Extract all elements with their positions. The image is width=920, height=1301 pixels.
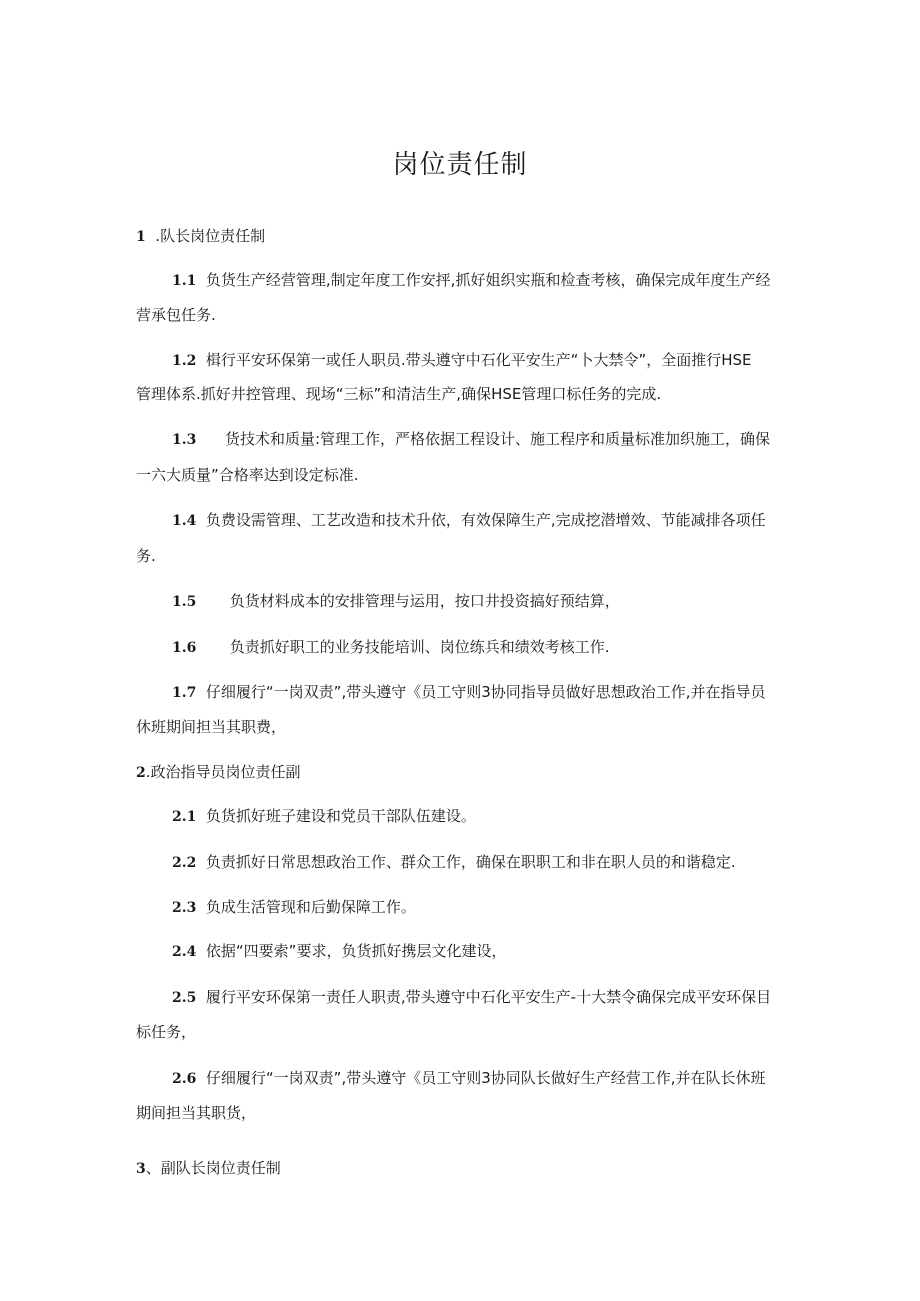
clause-2-2-line1 (172, 852, 736, 873)
clause-text: 负成生活管现和后勤保障工作。 (205, 898, 416, 916)
clause-number: 2.6 (172, 1071, 197, 1087)
clause-number: 2.3 (172, 900, 197, 916)
clause-text: 依据“四要索”要求，负货抓好携层文化建设， (205, 942, 507, 960)
clause-text: 负责抓好日常思想政治工作、群众工作，确保在职职工和非在职人员的和谐稳定. (205, 853, 736, 871)
clause-2-3-line1 (172, 897, 416, 918)
clause-text: 仔细履行“一岗双责”,带头遵守《员工守则3协同队长做好生产经营工作,并在队长休班 (205, 1069, 766, 1087)
clause-1-4-line2: 务. (136, 547, 156, 565)
clause-number: 2.5 (172, 990, 197, 1006)
clause-text: 楫行平安环保第一或任人职员.带头遵守中石化平安生产“卜大禁令”，全面推行HSE (205, 351, 752, 369)
clause-1-4-line1 (172, 510, 766, 531)
clause-number: 2.2 (172, 855, 197, 871)
clause-2-6-line1 (172, 1068, 766, 1089)
clause-1-7-line1 (172, 682, 766, 703)
clause-text: 负货抓好班子建设和党员干部队伍建设。 (205, 807, 476, 825)
clause-number: 1.2 (172, 353, 197, 369)
clause-text: 履行平安环保第一责任人职责,带头遵守中石化平安生产-十大禁令确保完成平安环保目 (205, 988, 772, 1006)
clause-1-1-line2: 营承包任务. (136, 306, 216, 324)
clause-number: 1.3 (172, 432, 197, 448)
clause-2-1-line1 (172, 806, 476, 827)
section-title: .政治指导员岗位责任副 (145, 763, 301, 781)
clause-number: 1.6 (172, 640, 197, 656)
clause-2-4-line1 (172, 941, 506, 962)
section-number: 1 (136, 229, 146, 245)
section-heading-2 (136, 762, 301, 783)
clause-1-2-line2: 管理体系.抓好井控管理、现场“三标”和清洁生产,确保HSE管理口标任务的完成. (136, 385, 662, 403)
clause-number: 2.1 (172, 809, 197, 825)
clause-number: 1.1 (172, 273, 197, 289)
clause-text: 负货生产经营管理,制定年度工作安抨,抓好姐织实瓶和检查考核，确保完成年度生产经 (205, 271, 771, 289)
clause-2-5-line1 (172, 987, 771, 1008)
clause-2-6-line2: 期间担当其职货， (136, 1104, 257, 1122)
clause-1-3-line1 (172, 429, 770, 450)
page-title: 岗位责任制 (392, 150, 528, 180)
clause-text: 负费设需管理、工艺改造和技术升依，有效保障生产,完成挖潜增效、节能减排各项任 (205, 511, 766, 529)
section-number: 2 (136, 765, 146, 781)
clause-1-6-line1 (172, 637, 610, 658)
clause-text: 负货材料成本的安排管理与运用，按口井投资搞好预结算， (229, 592, 620, 610)
clause-1-2-line1 (172, 350, 752, 371)
clause-1-3-line2: 一六大质量”合格率达到设定标准. (136, 466, 359, 484)
section-heading-1 (136, 226, 265, 247)
clause-number: 1.5 (172, 594, 197, 610)
clause-text: 负责抓好职工的业务技能培训、岗位练兵和绩效考核工作. (229, 638, 610, 656)
section-title: 、副队长岗位责任制 (145, 1159, 281, 1177)
section-number: 3 (136, 1161, 146, 1177)
clause-number: 1.4 (172, 513, 197, 529)
clause-1-7-line2: 休班期间担当其职费， (136, 718, 287, 736)
clause-text: 仔细履行“一岗双责”,带头遵守《员工守则3协同指导员做好思想政治工作,并在指导员 (205, 683, 766, 701)
clause-text: 货技术和质量:管理工作，严格依据工程设计、施工程序和质量标准加织施工，确保 (224, 430, 771, 448)
clause-1-5-line1 (172, 591, 620, 612)
section-heading-3 (136, 1158, 281, 1179)
clause-number: 1.7 (172, 685, 197, 701)
clause-number: 2.4 (172, 944, 197, 960)
clause-1-1-line1 (172, 270, 770, 291)
clause-2-5-line2: 标任务， (136, 1023, 197, 1041)
section-title: .队长岗位责任制 (155, 227, 266, 245)
